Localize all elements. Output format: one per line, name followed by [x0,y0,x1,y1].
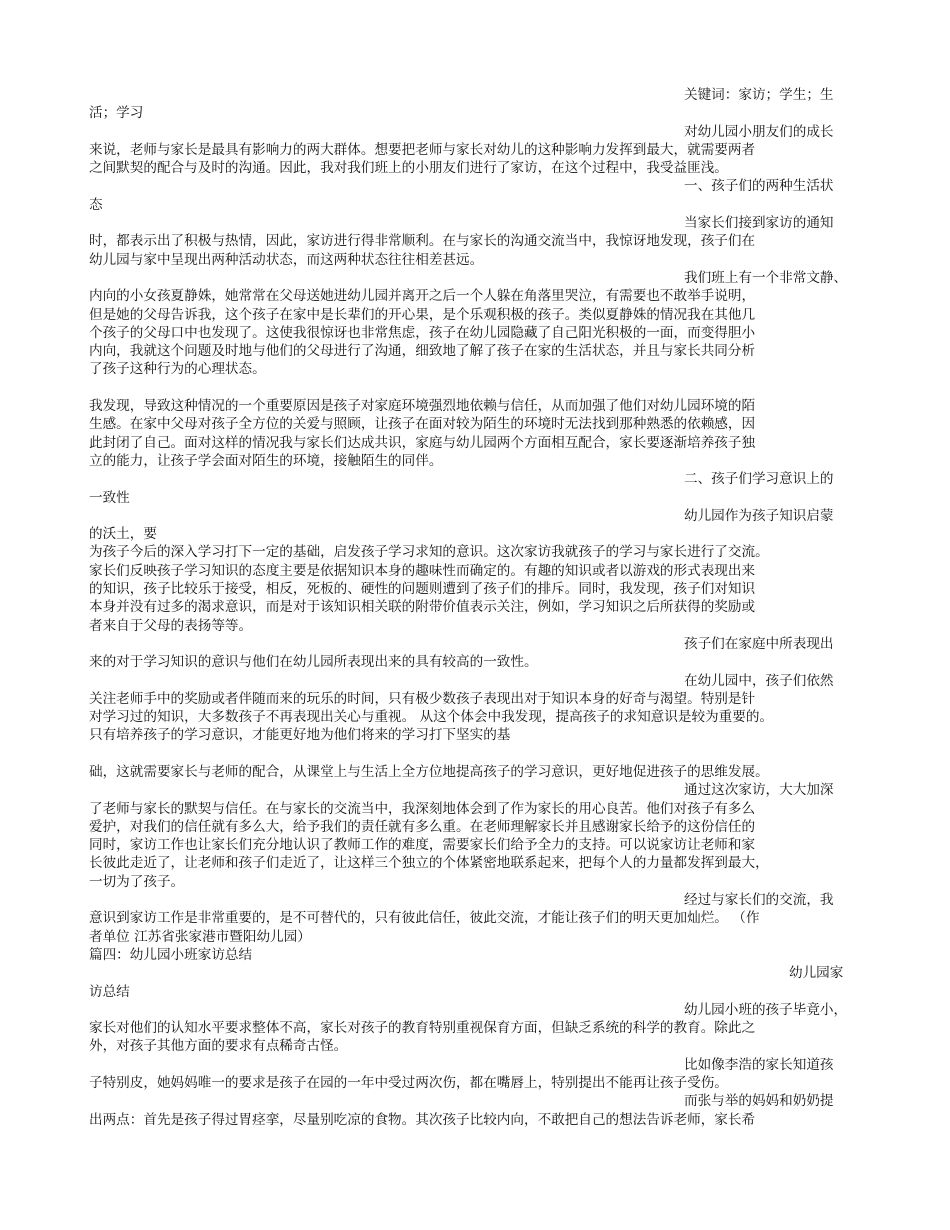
text-line: 本身并没有过多的渴求意识，而是对于该知识相关联的附带价值表示关注，例如，学习知识之后所获得的奖励或 [89,599,756,616]
text-line: 生感。在家中父母对孩子全方位的关爱与照顾，让孩子在面对较为陌生的环境时无法找到那种熟悉的依赖感，因 [89,416,756,433]
text-line: 二、孩子们学习意识上的 [684,471,834,488]
text-line: 关注老师手中的奖励或者伴随而来的玩乐的时间，只有极少数孩子表现出对于知识本身的好奇与渴望。特别是针 [89,690,756,707]
text-line: 经过与家长们的交流，我 [684,892,834,909]
text-line: 时，都表示出了积极与热情，因此，家访进行得非常顺利。在与家长的沟通交流当中，我惊讶地发现，孩子们在 [89,233,756,250]
text-line: 爱护，对我们的信任就有多么大，给予我们的责任就有多么重。在老师理解家长并且感谢家长给予的这份信任的 [89,818,756,835]
text-line: 一、孩子们的两种生活状 [684,178,834,195]
text-line: 的沃土，要 [89,526,157,543]
text-line: 幼儿园家 [789,965,844,982]
text-line: 只有培养孩子的学习意识，才能更好地为他们将来的学习打下坚实的基 [89,727,511,744]
text-line: 一切为了孩子。 [89,873,185,890]
text-line: 篇四：幼儿园小班家访总结 [89,946,253,963]
text-line: 子特别皮，她妈妈唯一的要求是孩子在园的一年中受过两次伤，都在嘴唇上，特别提出不能再让孩子受伤。 [89,1075,728,1092]
text-line: 幼儿园与家中呈现出两种活动状态，而这两种状态往往相差甚远。 [89,251,484,268]
text-line: 立的能力，让孩子学会面对陌生的环境，接触陌生的同伴。 [89,452,443,469]
text-line: 关键词：家访；学生；生 [684,87,834,103]
text-line: 意识到家访工作是非常重要的，是不可替代的，只有彼此信任，彼此交流，才能让孩子们的明天更加灿烂。 （作 [89,910,760,927]
text-line: 活；学习 [89,105,144,122]
text-line: 家长们反映孩子学习知识的态度主要是依据知识本身的趣味性而确定的。有趣的知识或者以游戏的形式表现出来 [89,562,756,579]
text-line: 个孩子的父母口中也发现了。这使我很惊讶也非常焦虑，孩子在幼儿园隐藏了自己阳光积极的一面，而变得胆小 [89,324,756,341]
text-line: 当家长们接到家访的通知 [684,215,834,232]
text-line: 孩子们在家庭中所表现出 [684,635,834,652]
text-line: 幼儿园小班的孩子毕竟小， [684,1001,848,1018]
text-line: 出两点：首先是孩子得过胃痉挛，尽量别吃凉的食物。其次孩子比较内向，不敢把自己的想法告诉老师，家长希 [89,1111,756,1128]
blank-line [89,379,861,397]
text-line: 来的对于学习知识的意识与他们在幼儿园所表现出来的具有较高的一致性。 [89,654,538,671]
text-line: 态 [89,196,103,213]
text-line: 的知识，孩子比较乐于接受，相反，死板的、硬性的问题则遭到了孩子们的排斥。同时，我发现，孩子们对知识 [89,581,756,598]
text-line: 之间默契的配合与及时的沟通。因此，我对我们班上的小朋友们进行了家访，在这个过程中，我受益匪浅。 [89,160,728,177]
text-line: 对幼儿园小朋友们的成长 [684,123,834,140]
text-line: 内向，我就这个问题及时地与他们的父母进行了沟通，细致地了解了孩子在家的生活状态，并且与家长共同分析 [89,343,756,360]
text-line: 在幼儿园中，孩子们依然 [684,672,834,689]
text-line: 家长对他们的认知水平要求整体不高，家长对孩子的教育特别重视保育方面，但缺乏系统的科学的教育。除此之 [89,1020,756,1037]
text-line: 内向的小女孩夏静姝，她常常在父母送她进幼儿园并离开之后一个人躲在角落里哭泣，有需要也不敢举手说明， [89,288,756,305]
text-line: 长彼此走近了，让老师和孩子们走近了，让这样三个独立的个体紧密地联系起来，把每个人的力量都发挥到最大， [89,855,769,872]
text-line: 外，对孩子其他方面的要求有点稀奇古怪。 [89,1038,348,1055]
text-line: 此封闭了自己。面对这样的情况我与家长们达成共识，家庭与幼儿园两个方面相互配合，家长要逐渐培养孩子独 [89,434,756,451]
text-line: 我们班上有一个非常文静、 [684,269,848,286]
text-line: 者单位 江苏省张家港市暨阳幼儿园） [89,928,311,945]
text-line: 了孩子这种行为的心理状态。 [89,361,266,378]
text-line: 幼儿园作为孩子知识启蒙 [684,507,834,524]
text-line: 通过这次家访，大大加深 [684,782,834,799]
text-line: 为孩子今后的深入学习打下一定的基础，启发孩子学习求知的意识。这次家访我就孩子的学习与家长进行了交流。 [89,544,769,561]
text-line: 但是她的父母告诉我，这个孩子在家中是长辈们的开心果，是个乐观积极的孩子。类似夏静姝的情况我在其他几 [89,306,756,323]
blank-line [89,745,861,763]
text-line: 一致性 [89,489,130,506]
text-line: 了老师与家长的默契与信任。在与家长的交流当中，我深刻地体会到了作为家长的用心良苦。他们对孩子有多么 [89,800,756,817]
text-line: 而张与举的妈妈和奶奶提 [684,1093,834,1110]
text-line: 来说，老师与家长是最具有影响力的两大群体。想要把老师与家长对幼儿的这种影响力发挥到最大，就需要两者 [89,141,756,158]
text-line: 础，这就需要家长与老师的配合，从课堂上与生活上全方位地提高孩子的学习意识，更好地促进孩子的思维发展。 [89,763,769,780]
text-line: 者来自于父母的表扬等等。 [89,617,253,634]
text-line: 比如像李浩的家长知道孩 [684,1056,834,1073]
text-line: 访总结 [89,983,130,1000]
document-body [89,86,861,1129]
text-line: 同时，家访工作也让家长们充分地认识了教师工作的难度，需要家长们给予全力的支持。可以说家访让老师和家 [89,837,756,854]
text-line: 对学习过的知识，大多数孩子不再表现出关心与重视。 从这个体会中我发现，提高孩子的求知意识是较为重要的。 [89,709,774,726]
text-line: 我发现，导致这种情况的一个重要原因是孩子对家庭环境强烈地依赖与信任，从而加强了他们对幼儿园环境的陌 [89,398,756,415]
